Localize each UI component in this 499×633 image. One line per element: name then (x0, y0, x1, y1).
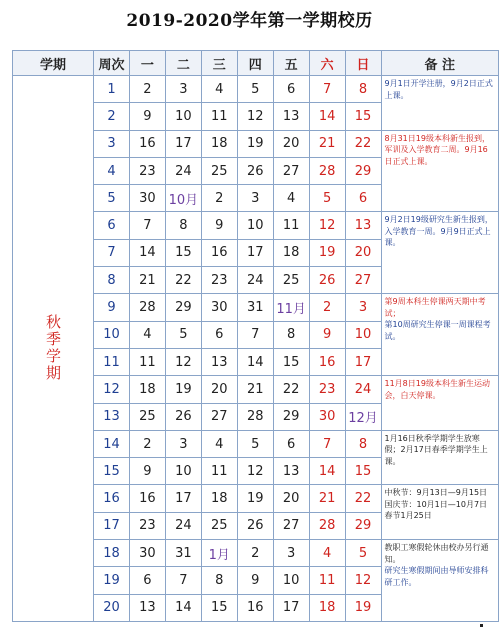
day-cell: 28 (237, 403, 273, 430)
day-cell: 19 (237, 485, 273, 512)
day-cell: 19 (237, 130, 273, 157)
week-number: 16 (94, 485, 130, 512)
day-cell: 28 (309, 157, 345, 184)
header-row (13, 51, 499, 76)
day-cell: 25 (201, 157, 237, 184)
day-cell: 30 (129, 185, 165, 212)
note-text: 11月8日19级本科生新生运动会，白天停课。 (384, 379, 490, 400)
week-number: 4 (94, 157, 130, 184)
day-cell: 23 (129, 512, 165, 539)
day-cell: 16 (201, 239, 237, 266)
header-mon: 一 (129, 51, 165, 76)
day-cell: 24 (345, 376, 381, 403)
day-cell: 5 (309, 185, 345, 212)
day-cell: 3 (237, 185, 273, 212)
day-cell: 17 (165, 130, 201, 157)
day-cell: 20 (273, 130, 309, 157)
day-cell: 10 (165, 103, 201, 130)
header-wed: 三 (201, 51, 237, 76)
day-cell: 18 (273, 239, 309, 266)
day-cell: 10 (273, 567, 309, 594)
day-cell: 14 (165, 594, 201, 621)
week-number: 9 (94, 294, 130, 321)
week-number: 13 (94, 403, 130, 430)
day-cell: 9 (129, 458, 165, 485)
day-cell: 5 (237, 430, 273, 457)
day-cell: 26 (237, 512, 273, 539)
day-cell: 22 (345, 130, 381, 157)
header-week: 周次 (94, 51, 130, 76)
day-cell: 18 (129, 376, 165, 403)
week-number: 19 (94, 567, 130, 594)
note-text: 第9周本科生停课两天期中考试； (384, 297, 486, 318)
day-cell: 3 (273, 540, 309, 567)
day-cell: 15 (273, 348, 309, 375)
day-cell: 3 (345, 294, 381, 321)
day-cell: 12 (237, 103, 273, 130)
day-cell: 18 (201, 485, 237, 512)
day-cell: 8 (201, 567, 237, 594)
day-cell: 15 (345, 103, 381, 130)
day-cell: 30 (129, 540, 165, 567)
day-cell: 3 (165, 76, 201, 103)
day-cell: 7 (129, 212, 165, 239)
day-cell: 24 (165, 512, 201, 539)
day-cell: 15 (165, 239, 201, 266)
note-cell (381, 130, 499, 212)
table-row (13, 76, 499, 103)
day-cell: 12月 (345, 403, 381, 430)
day-cell: 4 (309, 540, 345, 567)
day-cell: 6 (273, 76, 309, 103)
day-cell: 5 (345, 540, 381, 567)
day-cell: 6 (201, 321, 237, 348)
day-cell: 2 (201, 185, 237, 212)
day-cell: 27 (273, 512, 309, 539)
day-cell: 7 (165, 567, 201, 594)
day-cell: 8 (165, 212, 201, 239)
day-cell: 12 (345, 567, 381, 594)
day-cell: 9 (237, 567, 273, 594)
header-sun: 日 (345, 51, 381, 76)
note-text: 第10周研究生停课一周课程考试。 (384, 320, 491, 341)
day-cell: 11 (273, 212, 309, 239)
day-cell: 29 (345, 157, 381, 184)
note-cell (381, 376, 499, 431)
week-number: 20 (94, 594, 130, 621)
week-number: 18 (94, 540, 130, 567)
page-title: 2019-2020学年第一学期校历 (126, 11, 373, 31)
week-number: 7 (94, 239, 130, 266)
day-cell: 10 (345, 321, 381, 348)
day-cell: 4 (201, 76, 237, 103)
note-text: 教职工寒假轮休由校办另行通知。 (384, 543, 489, 564)
day-cell: 16 (309, 348, 345, 375)
day-cell: 10 (237, 212, 273, 239)
week-number: 8 (94, 267, 130, 294)
day-cell: 22 (273, 376, 309, 403)
day-cell: 26 (309, 267, 345, 294)
note-cell (381, 76, 499, 131)
day-cell: 11 (201, 103, 237, 130)
day-cell: 11 (309, 567, 345, 594)
header-tue: 二 (165, 51, 201, 76)
week-number: 14 (94, 430, 130, 457)
day-cell: 18 (201, 130, 237, 157)
day-cell: 9 (129, 103, 165, 130)
day-cell: 13 (273, 458, 309, 485)
header-semester: 学期 (13, 51, 94, 76)
day-cell: 28 (309, 512, 345, 539)
day-cell: 22 (345, 485, 381, 512)
note-text: 1月16日秋季学期学生放寒假；2月17日春季学期学生上课。 (384, 433, 488, 466)
day-cell: 26 (237, 157, 273, 184)
day-cell: 7 (309, 430, 345, 457)
day-cell: 12 (309, 212, 345, 239)
week-number: 6 (94, 212, 130, 239)
day-cell: 4 (273, 185, 309, 212)
note-text: 9月2日19级研究生新生报到，入学教育一周。9月9日正式上课。 (384, 215, 493, 248)
day-cell: 15 (345, 458, 381, 485)
day-cell: 6 (345, 185, 381, 212)
header-notes: 备 注 (381, 51, 499, 76)
note-text: 国庆节：10月1日—10月7日 (384, 499, 488, 509)
day-cell: 13 (345, 212, 381, 239)
day-cell: 9 (309, 321, 345, 348)
day-cell: 29 (273, 403, 309, 430)
day-cell: 10月 (165, 185, 201, 212)
day-cell: 30 (309, 403, 345, 430)
day-cell: 6 (129, 567, 165, 594)
day-cell: 29 (165, 294, 201, 321)
day-cell: 17 (165, 485, 201, 512)
note-cell (381, 212, 499, 294)
trailing-dot (480, 624, 483, 627)
day-cell: 8 (345, 76, 381, 103)
week-number: 10 (94, 321, 130, 348)
day-cell: 3 (165, 430, 201, 457)
day-cell: 11月 (273, 294, 309, 321)
week-number: 17 (94, 512, 130, 539)
day-cell: 27 (201, 403, 237, 430)
header-fri: 五 (273, 51, 309, 76)
day-cell: 4 (129, 321, 165, 348)
note-text: 春节1月25日 (384, 511, 432, 521)
day-cell: 17 (237, 239, 273, 266)
header-sat: 六 (309, 51, 345, 76)
day-cell: 28 (129, 294, 165, 321)
day-cell: 31 (237, 294, 273, 321)
day-cell: 10 (165, 458, 201, 485)
day-cell: 29 (345, 512, 381, 539)
day-cell: 2 (129, 76, 165, 103)
day-cell: 23 (201, 267, 237, 294)
day-cell: 14 (309, 103, 345, 130)
day-cell: 17 (273, 594, 309, 621)
day-cell: 23 (129, 157, 165, 184)
day-cell: 21 (237, 376, 273, 403)
day-cell: 14 (309, 458, 345, 485)
day-cell: 12 (165, 348, 201, 375)
day-cell: 26 (165, 403, 201, 430)
note-text: 9月1日开学注册，9月2日正式上课。 (384, 79, 493, 100)
week-number: 15 (94, 458, 130, 485)
day-cell: 21 (309, 130, 345, 157)
day-cell: 2 (309, 294, 345, 321)
day-cell: 27 (273, 157, 309, 184)
day-cell: 20 (345, 239, 381, 266)
note-cell (381, 485, 499, 540)
day-cell: 21 (309, 485, 345, 512)
day-cell: 15 (201, 594, 237, 621)
day-cell: 16 (129, 130, 165, 157)
day-cell: 7 (237, 321, 273, 348)
day-cell: 5 (165, 321, 201, 348)
day-cell: 7 (309, 76, 345, 103)
note-cell (381, 430, 499, 485)
day-cell: 27 (345, 267, 381, 294)
day-cell: 13 (273, 103, 309, 130)
day-cell: 25 (273, 267, 309, 294)
day-cell: 23 (309, 376, 345, 403)
day-cell: 2 (129, 430, 165, 457)
week-number: 1 (94, 76, 130, 103)
day-cell: 12 (237, 458, 273, 485)
day-cell: 13 (201, 348, 237, 375)
day-cell: 16 (129, 485, 165, 512)
day-cell: 11 (201, 458, 237, 485)
note-text: 中秋节：9月13日—9月15日 (384, 488, 488, 498)
day-cell: 18 (309, 594, 345, 621)
day-cell: 22 (165, 267, 201, 294)
day-cell: 20 (201, 376, 237, 403)
semester-label: 秋季学期 (13, 76, 94, 622)
week-number: 2 (94, 103, 130, 130)
note-cell (381, 540, 499, 622)
day-cell: 9 (201, 212, 237, 239)
day-cell: 8 (345, 430, 381, 457)
day-cell: 4 (201, 430, 237, 457)
day-cell: 31 (165, 540, 201, 567)
note-text: 8月31日19级本科新生报到，军训及入学教育二周。9月16日正式上课。 (384, 133, 490, 166)
week-number: 12 (94, 376, 130, 403)
note-text: 研究生寒假期间由导师安排科研工作。 (384, 566, 489, 587)
day-cell: 13 (129, 594, 165, 621)
day-cell: 8 (273, 321, 309, 348)
day-cell: 24 (165, 157, 201, 184)
week-number: 11 (94, 348, 130, 375)
day-cell: 20 (273, 485, 309, 512)
day-cell: 14 (129, 239, 165, 266)
day-cell: 14 (237, 348, 273, 375)
day-cell: 5 (237, 76, 273, 103)
day-cell: 21 (129, 267, 165, 294)
header-thu: 四 (237, 51, 273, 76)
week-number: 5 (94, 185, 130, 212)
day-cell: 19 (165, 376, 201, 403)
day-cell: 17 (345, 348, 381, 375)
note-cell (381, 294, 499, 376)
day-cell: 11 (129, 348, 165, 375)
calendar-table (12, 50, 499, 622)
day-cell: 25 (201, 512, 237, 539)
day-cell: 16 (237, 594, 273, 621)
day-cell: 2 (237, 540, 273, 567)
day-cell: 24 (237, 267, 273, 294)
day-cell: 25 (129, 403, 165, 430)
day-cell: 6 (273, 430, 309, 457)
day-cell: 30 (201, 294, 237, 321)
day-cell: 19 (309, 239, 345, 266)
week-number: 3 (94, 130, 130, 157)
day-cell: 1月 (201, 540, 237, 567)
day-cell: 19 (345, 594, 381, 621)
